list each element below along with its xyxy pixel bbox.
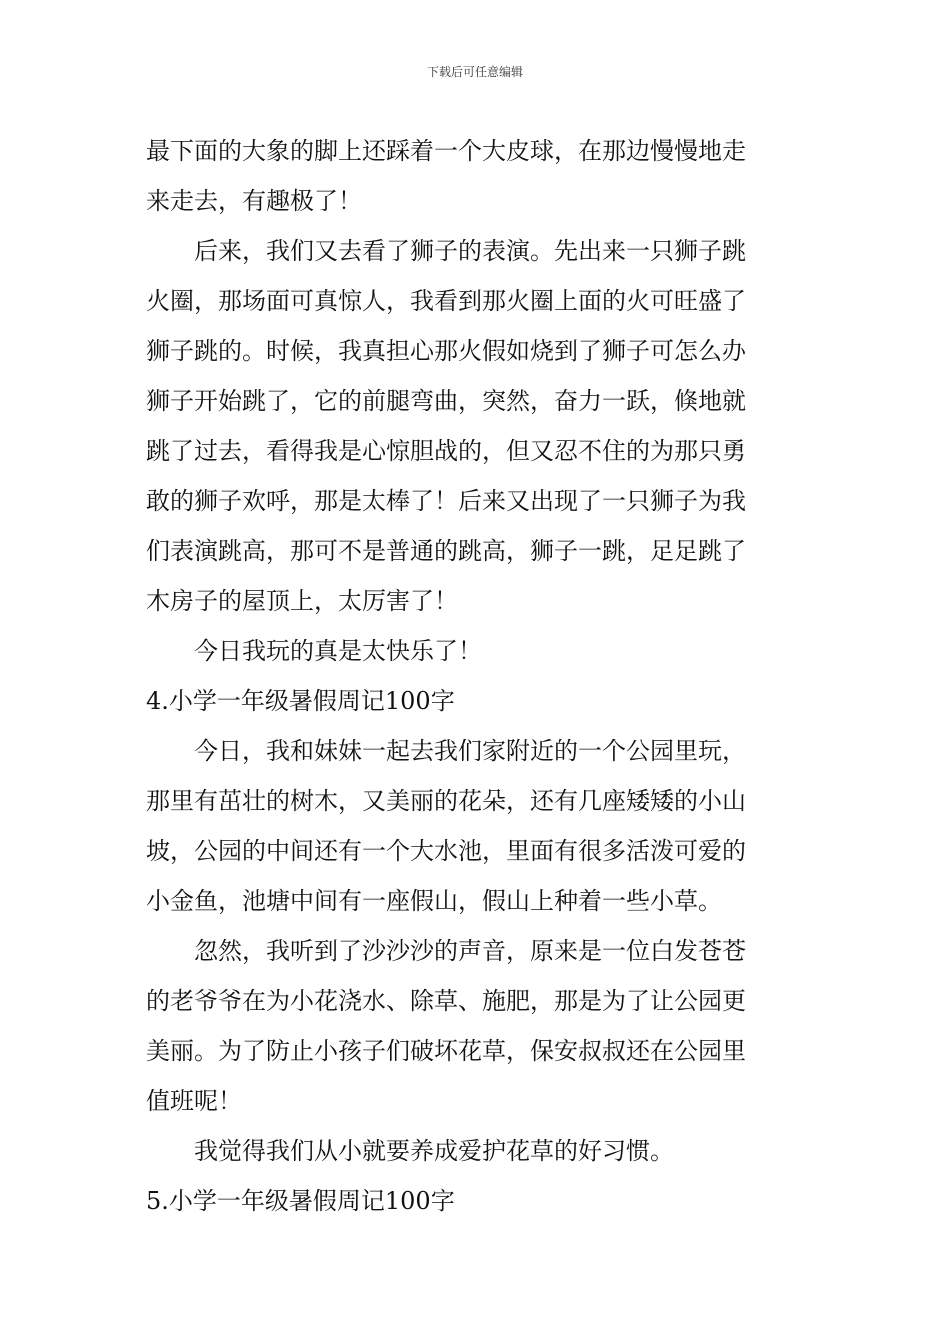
section-heading-5: 5.小学一年级暑假周记100字 xyxy=(146,1187,455,1215)
text-line: 小金鱼，池塘中间有一座假山，假山上种着一些小草。 xyxy=(146,887,722,915)
text-line: 狮子开始跳了，它的前腿弯曲，突然，奋力一跃，倏地就 xyxy=(146,387,746,415)
paragraph-habit xyxy=(146,1126,811,1176)
text-line: 的老爷爷在为小花浇水、除草、施肥，那是为了让公园更 xyxy=(146,987,746,1015)
paragraph-lion-show xyxy=(146,226,811,626)
text-line: 值班呢！ xyxy=(146,1087,242,1115)
text-line: 跳了过去，看得我是心惊胆战的，但又忍不住的为那只勇 xyxy=(146,437,746,465)
text-line: 狮子跳的。时候，我真担心那火假如烧到了狮子可怎么办 xyxy=(146,337,746,365)
text-line: 忽然，我听到了沙沙沙的声音，原来是一位白发苍苍 xyxy=(194,937,746,965)
text-line: 最下面的大象的脚上还踩着一个大皮球，在那边慢慢地走 xyxy=(146,137,746,165)
text-line: 我觉得我们从小就要养成爱护花草的好习惯。 xyxy=(194,1137,674,1165)
page-header-note: 下载后可任意编辑 xyxy=(426,65,523,79)
text-line: 来走去，有趣极了！ xyxy=(146,187,362,215)
text-line: 那里有茁壮的树木，又美丽的花朵，还有几座矮矮的小山 xyxy=(146,787,746,815)
text-line: 们表演跳高，那可不是普通的跳高，狮子一跳，足足跳了 xyxy=(146,537,746,565)
text-line: 坡，公园的中间还有一个大水池，里面有很多活泼可爱的 xyxy=(146,837,746,865)
paragraph-old-man xyxy=(146,926,811,1126)
paragraph-happy xyxy=(146,626,811,676)
text-line: 今日，我和妹妹一起去我们家附近的一个公园里玩， xyxy=(194,737,746,765)
document-body xyxy=(146,126,811,1226)
text-line: 美丽。为了防止小孩子们破坏花草，保安叔叔还在公园里 xyxy=(146,1037,746,1065)
text-line: 今日我玩的真是太快乐了！ xyxy=(194,637,482,665)
text-line: 敢的狮子欢呼，那是太棒了！后来又出现了一只狮子为我 xyxy=(146,487,746,515)
paragraph-park xyxy=(146,726,811,926)
paragraph-elephant xyxy=(146,126,811,226)
text-line: 木房子的屋顶上，太厉害了！ xyxy=(146,587,458,615)
text-line: 火圈，那场面可真惊人，我看到那火圈上面的火可旺盛了 xyxy=(146,287,746,315)
text-line: 后来，我们又去看了狮子的表演。先出来一只狮子跳 xyxy=(194,237,746,265)
section-heading-4: 4.小学一年级暑假周记100字 xyxy=(146,687,455,715)
